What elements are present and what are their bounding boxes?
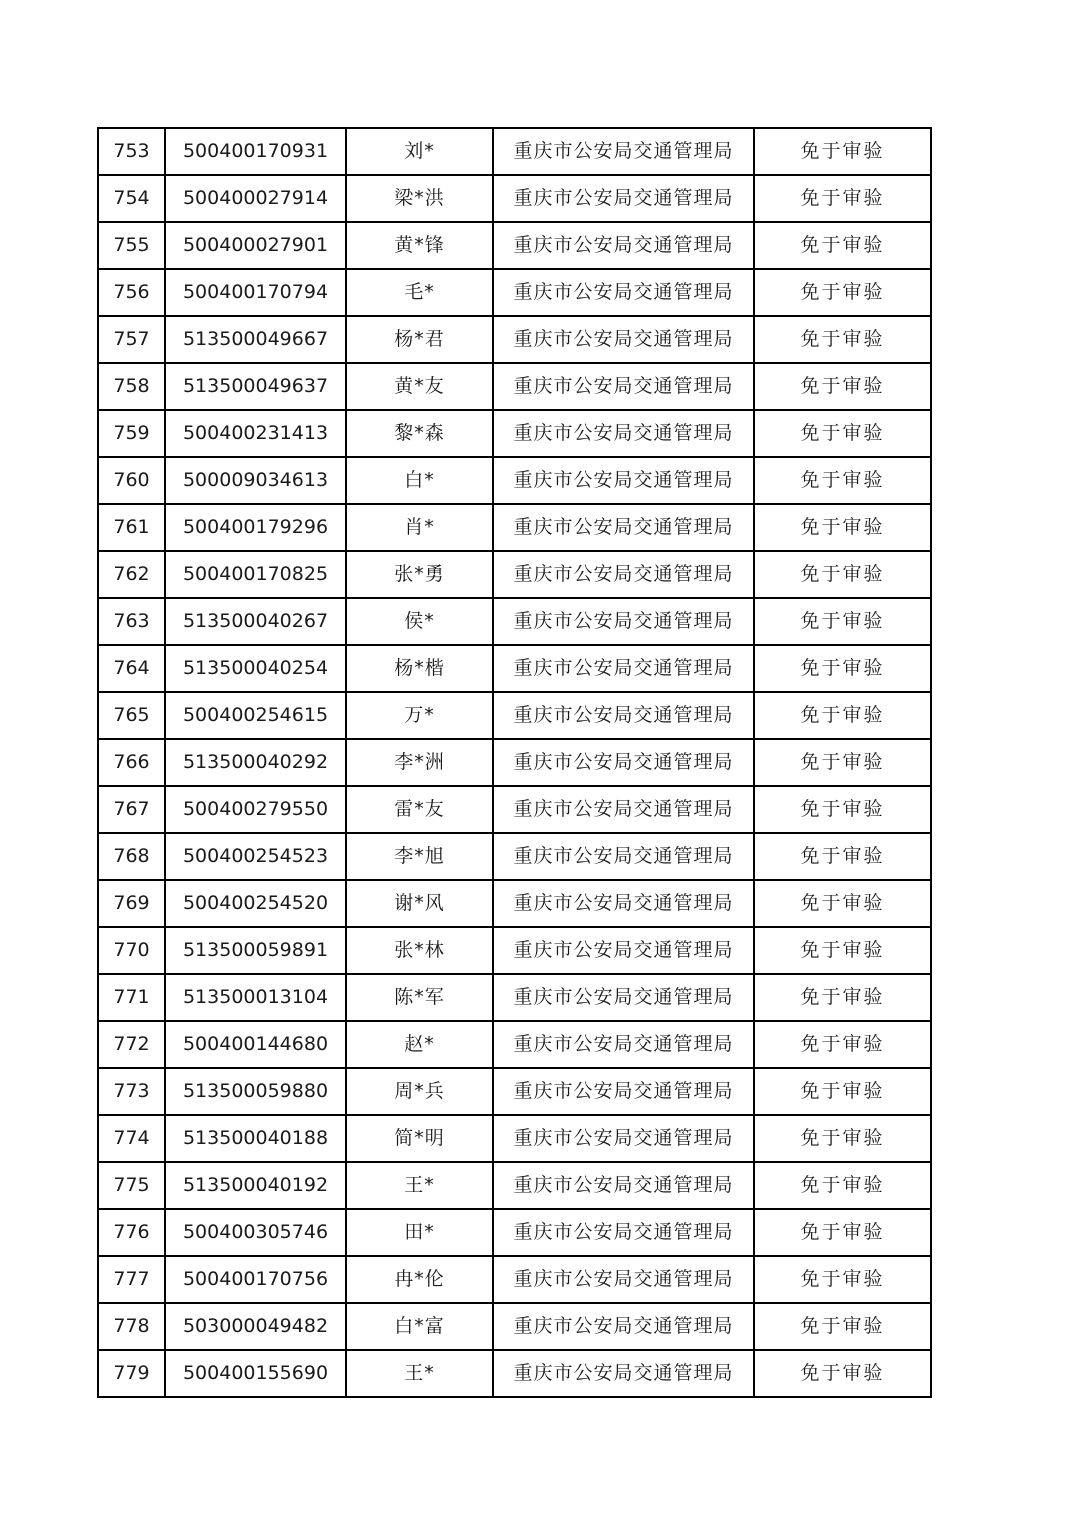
- authority-cell: 重庆市公安局交通管理局: [493, 269, 754, 316]
- id-cell: 513500040254: [165, 645, 346, 692]
- table-row: [98, 1068, 931, 1115]
- status-cell: 免于审验: [754, 269, 931, 316]
- id-cell: 513500059880: [165, 1068, 346, 1115]
- id-cell: 500400027901: [165, 222, 346, 269]
- table-row: [98, 1350, 931, 1397]
- seq-cell: 770: [98, 927, 165, 974]
- status-cell: 免于审验: [754, 786, 931, 833]
- status-cell: 免于审验: [754, 1256, 931, 1303]
- authority-cell: 重庆市公安局交通管理局: [493, 551, 754, 598]
- authority-cell: 重庆市公安局交通管理局: [493, 410, 754, 457]
- seq-cell: 753: [98, 128, 165, 175]
- authority-cell: 重庆市公安局交通管理局: [493, 128, 754, 175]
- status-cell: 免于审验: [754, 410, 931, 457]
- id-cell: 513500040267: [165, 598, 346, 645]
- id-cell: 513500049637: [165, 363, 346, 410]
- seq-cell: 772: [98, 1021, 165, 1068]
- name-cell: 谢*风: [346, 880, 493, 927]
- name-cell: 田*: [346, 1209, 493, 1256]
- name-cell: 王*: [346, 1350, 493, 1397]
- authority-cell: 重庆市公安局交通管理局: [493, 1256, 754, 1303]
- status-cell: 免于审验: [754, 645, 931, 692]
- table-row: [98, 1162, 931, 1209]
- table-row: [98, 1115, 931, 1162]
- name-cell: 白*: [346, 457, 493, 504]
- table-row: [98, 1209, 931, 1256]
- name-cell: 白*富: [346, 1303, 493, 1350]
- id-cell: 500400305746: [165, 1209, 346, 1256]
- seq-cell: 777: [98, 1256, 165, 1303]
- status-cell: 免于审验: [754, 1303, 931, 1350]
- status-cell: 免于审验: [754, 1021, 931, 1068]
- seq-cell: 766: [98, 739, 165, 786]
- id-cell: 500400254520: [165, 880, 346, 927]
- seq-cell: 763: [98, 598, 165, 645]
- authority-cell: 重庆市公安局交通管理局: [493, 1162, 754, 1209]
- table-row: [98, 927, 931, 974]
- authority-cell: 重庆市公安局交通管理局: [493, 1350, 754, 1397]
- authority-cell: 重庆市公安局交通管理局: [493, 175, 754, 222]
- name-cell: 李*洲: [346, 739, 493, 786]
- name-cell: 侯*: [346, 598, 493, 645]
- table-row: [98, 1021, 931, 1068]
- name-cell: 黄*锋: [346, 222, 493, 269]
- table-row: [98, 974, 931, 1021]
- name-cell: 李*旭: [346, 833, 493, 880]
- name-cell: 毛*: [346, 269, 493, 316]
- status-cell: 免于审验: [754, 363, 931, 410]
- seq-cell: 758: [98, 363, 165, 410]
- seq-cell: 754: [98, 175, 165, 222]
- table-row: [98, 645, 931, 692]
- id-cell: 500400231413: [165, 410, 346, 457]
- id-cell: 500400170931: [165, 128, 346, 175]
- authority-cell: 重庆市公安局交通管理局: [493, 1303, 754, 1350]
- id-cell: 500400170825: [165, 551, 346, 598]
- name-cell: 陈*军: [346, 974, 493, 1021]
- name-cell: 周*兵: [346, 1068, 493, 1115]
- table-row: [98, 269, 931, 316]
- id-cell: 500400170756: [165, 1256, 346, 1303]
- id-cell: 513500040192: [165, 1162, 346, 1209]
- id-cell: 500400179296: [165, 504, 346, 551]
- seq-cell: 756: [98, 269, 165, 316]
- authority-cell: 重庆市公安局交通管理局: [493, 598, 754, 645]
- status-cell: 免于审验: [754, 222, 931, 269]
- table-row: [98, 504, 931, 551]
- name-cell: 杨*君: [346, 316, 493, 363]
- status-cell: 免于审验: [754, 1350, 931, 1397]
- seq-cell: 775: [98, 1162, 165, 1209]
- name-cell: 黎*森: [346, 410, 493, 457]
- status-cell: 免于审验: [754, 1115, 931, 1162]
- seq-cell: 762: [98, 551, 165, 598]
- seq-cell: 761: [98, 504, 165, 551]
- name-cell: 梁*洪: [346, 175, 493, 222]
- authority-cell: 重庆市公安局交通管理局: [493, 1115, 754, 1162]
- status-cell: 免于审验: [754, 1162, 931, 1209]
- status-cell: 免于审验: [754, 739, 931, 786]
- seq-cell: 764: [98, 645, 165, 692]
- id-cell: 513500049667: [165, 316, 346, 363]
- id-cell: 500400279550: [165, 786, 346, 833]
- status-cell: 免于审验: [754, 175, 931, 222]
- status-cell: 免于审验: [754, 551, 931, 598]
- name-cell: 赵*: [346, 1021, 493, 1068]
- authority-cell: 重庆市公安局交通管理局: [493, 786, 754, 833]
- name-cell: 简*明: [346, 1115, 493, 1162]
- table-row: [98, 833, 931, 880]
- name-cell: 张*勇: [346, 551, 493, 598]
- authority-cell: 重庆市公安局交通管理局: [493, 316, 754, 363]
- id-cell: 500400170794: [165, 269, 346, 316]
- id-cell: 503000049482: [165, 1303, 346, 1350]
- authority-cell: 重庆市公安局交通管理局: [493, 1068, 754, 1115]
- authority-cell: 重庆市公安局交通管理局: [493, 222, 754, 269]
- status-cell: 免于审验: [754, 457, 931, 504]
- id-cell: 500400254615: [165, 692, 346, 739]
- authority-cell: 重庆市公安局交通管理局: [493, 833, 754, 880]
- status-cell: 免于审验: [754, 598, 931, 645]
- authority-cell: 重庆市公安局交通管理局: [493, 880, 754, 927]
- table-row: [98, 880, 931, 927]
- name-cell: 杨*楷: [346, 645, 493, 692]
- status-cell: 免于审验: [754, 1209, 931, 1256]
- status-cell: 免于审验: [754, 927, 931, 974]
- seq-cell: 779: [98, 1350, 165, 1397]
- seq-cell: 757: [98, 316, 165, 363]
- table-row: [98, 786, 931, 833]
- table-row: [98, 1256, 931, 1303]
- id-cell: 513500040292: [165, 739, 346, 786]
- id-cell: 500400027914: [165, 175, 346, 222]
- seq-cell: 771: [98, 974, 165, 1021]
- authority-cell: 重庆市公安局交通管理局: [493, 457, 754, 504]
- seq-cell: 767: [98, 786, 165, 833]
- seq-cell: 778: [98, 1303, 165, 1350]
- table-row: [98, 128, 931, 175]
- table-row: [98, 598, 931, 645]
- status-cell: 免于审验: [754, 692, 931, 739]
- seq-cell: 773: [98, 1068, 165, 1115]
- seq-cell: 774: [98, 1115, 165, 1162]
- table-row: [98, 410, 931, 457]
- table-row: [98, 551, 931, 598]
- table-row: [98, 363, 931, 410]
- name-cell: 雷*友: [346, 786, 493, 833]
- seq-cell: 776: [98, 1209, 165, 1256]
- table-row: [98, 739, 931, 786]
- seq-cell: 768: [98, 833, 165, 880]
- status-cell: 免于审验: [754, 833, 931, 880]
- authority-cell: 重庆市公安局交通管理局: [493, 1209, 754, 1256]
- name-cell: 肖*: [346, 504, 493, 551]
- seq-cell: 755: [98, 222, 165, 269]
- id-cell: 513500059891: [165, 927, 346, 974]
- status-cell: 免于审验: [754, 1068, 931, 1115]
- status-cell: 免于审验: [754, 316, 931, 363]
- table-row: [98, 222, 931, 269]
- authority-cell: 重庆市公安局交通管理局: [493, 927, 754, 974]
- authority-cell: 重庆市公安局交通管理局: [493, 645, 754, 692]
- name-cell: 张*林: [346, 927, 493, 974]
- name-cell: 万*: [346, 692, 493, 739]
- table-row: [98, 457, 931, 504]
- authority-cell: 重庆市公安局交通管理局: [493, 692, 754, 739]
- authority-cell: 重庆市公安局交通管理局: [493, 974, 754, 1021]
- table-row: [98, 1303, 931, 1350]
- authority-cell: 重庆市公安局交通管理局: [493, 739, 754, 786]
- table-row: [98, 175, 931, 222]
- id-cell: 513500040188: [165, 1115, 346, 1162]
- authority-cell: 重庆市公安局交通管理局: [493, 363, 754, 410]
- status-cell: 免于审验: [754, 880, 931, 927]
- seq-cell: 765: [98, 692, 165, 739]
- id-cell: 513500013104: [165, 974, 346, 1021]
- status-cell: 免于审验: [754, 128, 931, 175]
- id-cell: 500400155690: [165, 1350, 346, 1397]
- table-row: [98, 692, 931, 739]
- name-cell: 黄*友: [346, 363, 493, 410]
- name-cell: 刘*: [346, 128, 493, 175]
- status-cell: 免于审验: [754, 974, 931, 1021]
- id-cell: 500009034613: [165, 457, 346, 504]
- table-body: [98, 128, 931, 1397]
- seq-cell: 759: [98, 410, 165, 457]
- status-cell: 免于审验: [754, 504, 931, 551]
- table-row: [98, 316, 931, 363]
- authority-cell: 重庆市公安局交通管理局: [493, 1021, 754, 1068]
- authority-cell: 重庆市公安局交通管理局: [493, 504, 754, 551]
- id-cell: 500400254523: [165, 833, 346, 880]
- id-cell: 500400144680: [165, 1021, 346, 1068]
- seq-cell: 769: [98, 880, 165, 927]
- name-cell: 王*: [346, 1162, 493, 1209]
- exemption-table: [97, 127, 932, 1398]
- name-cell: 冉*伦: [346, 1256, 493, 1303]
- seq-cell: 760: [98, 457, 165, 504]
